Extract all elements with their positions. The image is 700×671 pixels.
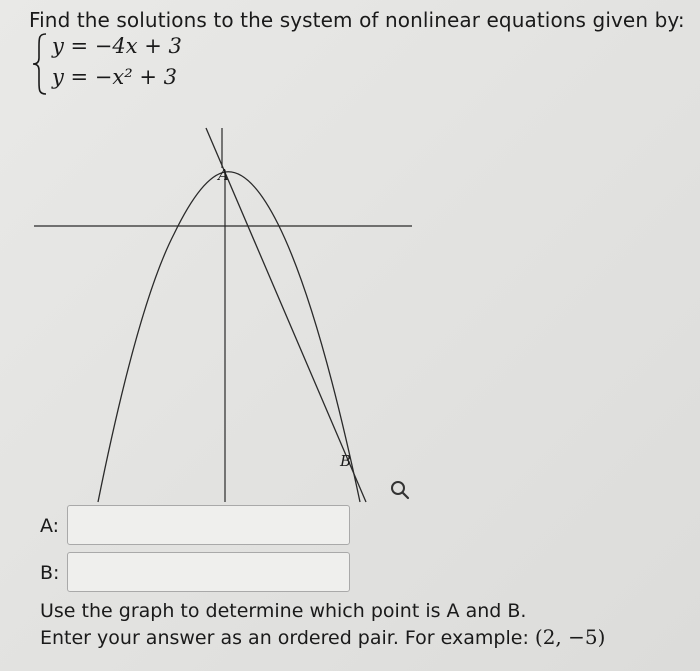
answer-b-input[interactable]	[67, 552, 350, 592]
equation-system	[30, 32, 230, 98]
magnify-icon[interactable]	[388, 478, 412, 502]
example-instruction	[40, 625, 605, 649]
graph	[30, 124, 420, 504]
answer-a-input[interactable]	[67, 505, 350, 545]
parabola-equation: y = −x² + 3	[52, 65, 177, 89]
point-a-label: B	[340, 452, 352, 470]
example-prefix: Enter your answer as an ordered pair. For example:	[40, 627, 535, 649]
point-b-label: A	[218, 166, 229, 184]
answer-b-label: B:	[40, 562, 60, 584]
parabola-curve	[98, 172, 360, 502]
question-prompt: Find the solutions to the system of nonlinear equations given by:	[29, 8, 685, 32]
equation-line: y = −4x + 3	[52, 34, 182, 58]
left-brace	[30, 32, 50, 96]
answer-a-label: A:	[40, 515, 60, 537]
example-pair: (2, −5)	[534, 625, 606, 649]
instruction-text: Use the graph to determine which point is A and B.	[40, 600, 527, 622]
line-graph	[206, 128, 366, 502]
